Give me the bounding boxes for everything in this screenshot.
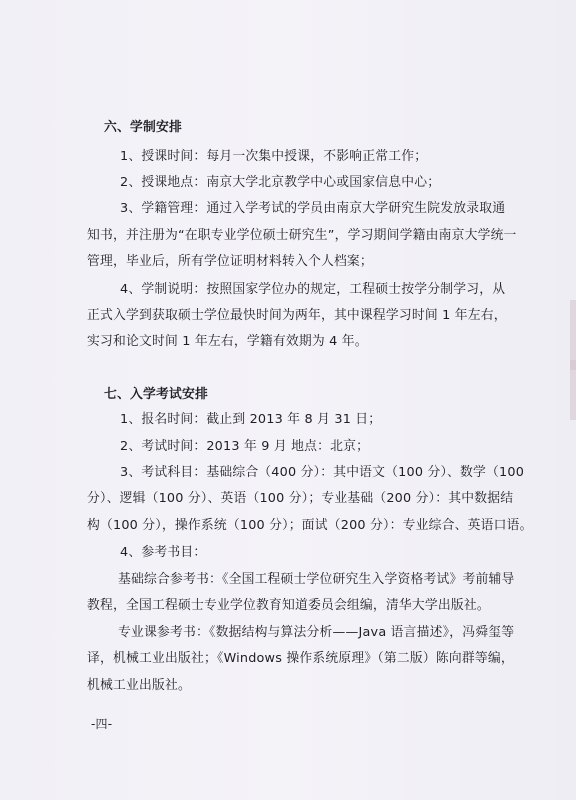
section-heading-schedule: 六、学制安排: [104, 120, 182, 135]
paragraph-line: 1、授课时间：每月一次集中授课，不影响正常工作；: [120, 149, 428, 164]
page-number: -四-: [91, 717, 113, 731]
paragraph-line: 正式入学到获取硕士学位最快时间为两年，其中课程学习时间 1 年左右，: [87, 308, 507, 323]
paragraph-line: 分）、逻辑（100 分）、英语（100 分）；专业基础（200 分）：其中数据结: [87, 491, 514, 506]
paragraph-line: 译，机械工业出版社；《Windows 操作系统原理》（第二版）陈向群等编，: [87, 651, 514, 666]
paragraph-line: 管理，毕业后，所有学位证明材料转入个人档案；: [87, 254, 373, 269]
paragraph-line: 实习和论文时间 1 年左右，学籍有效期为 4 年。: [87, 334, 368, 349]
paragraph-line: 机械工业出版社。: [87, 678, 191, 693]
paragraph-line: 构（100 分），操作系统（100 分）；面试（200 分）：专业综合、英语口语。: [87, 518, 533, 533]
paragraph-line: 4、参考书目：: [120, 545, 207, 560]
paragraph-line: 4、学制说明：按照国家学位办的规定，工程硕士按学分制学习，从: [120, 282, 506, 297]
paragraph-line: 2、考试时间：2013 年 9 月 地点：北京；: [120, 439, 370, 454]
paragraph-line: 知书，并注册为“在职专业学位硕士研究生”，学习期间学籍由南京大学统一: [87, 228, 517, 243]
paragraph-line: 2、授课地点：南京大学北京教学中心或国家信息中心；: [120, 175, 441, 190]
paragraph-line: 基础综合参考书：《全国工程硕士学位研究生入学资格考试》考前辅导: [118, 572, 515, 587]
paragraph-line: 1、报名时间：截止到 2013 年 8 月 31 日；: [120, 412, 382, 427]
section-heading-exam: 七、入学考试安排: [104, 387, 208, 402]
paragraph-line: 教程，全国工程硕士专业学位教育知道委员会组编，清华大学出版社。: [87, 598, 490, 613]
paragraph-line: 3、考试科目：基础综合（400 分）：其中语文（100 分）、数学（100: [120, 465, 525, 480]
paragraph-line: 3、学籍管理：通过入学考试的学员由南京大学研究生院发放录取通: [120, 201, 506, 216]
paragraph-line: 专业课参考书：《数据结构与算法分析——Java 语言描述》，冯舜玺等: [118, 625, 515, 640]
